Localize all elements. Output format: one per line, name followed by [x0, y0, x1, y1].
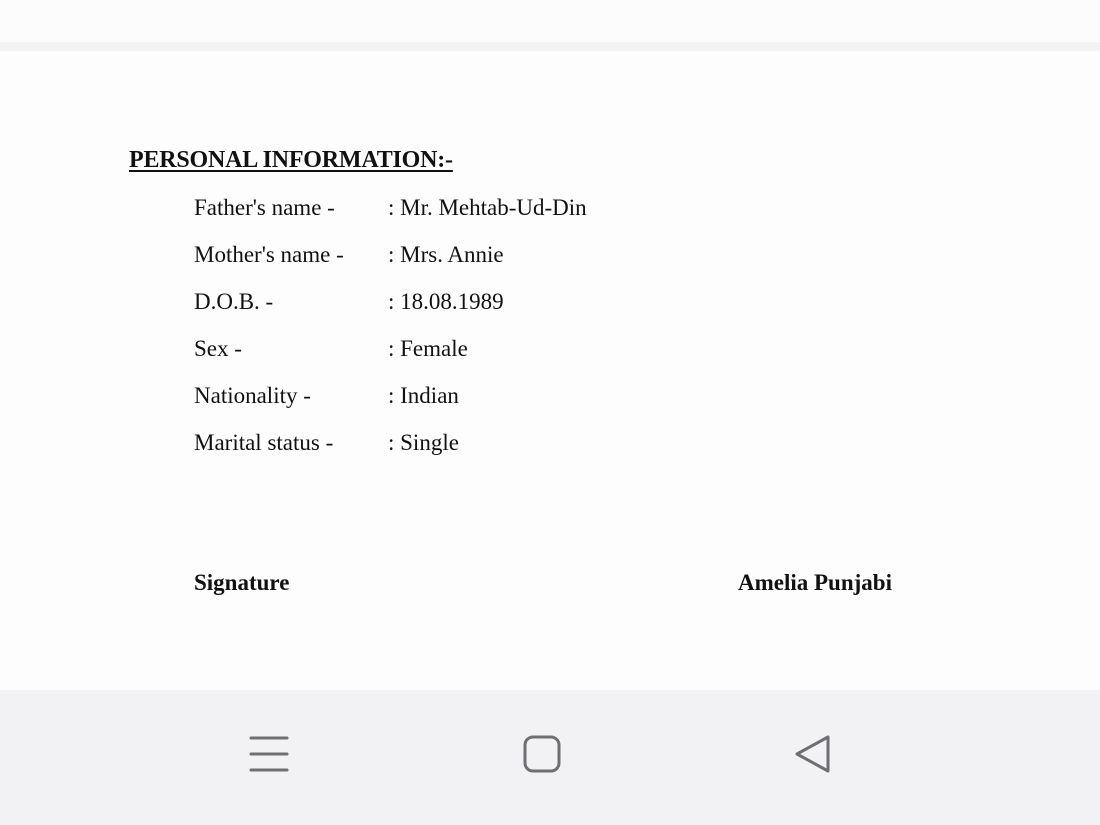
- info-value: : 18.08.1989: [388, 289, 504, 314]
- top-divider: [0, 42, 1100, 51]
- info-label: D.O.B. -: [194, 289, 274, 314]
- info-label: Nationality -: [194, 383, 311, 408]
- triangle-back-icon: [793, 734, 833, 774]
- info-label: Marital status -: [194, 430, 334, 455]
- info-value: : Indian: [388, 383, 459, 408]
- system-navigation-bar: [0, 690, 1100, 825]
- recent-apps-button[interactable]: [239, 724, 299, 784]
- menu-lines-icon: [249, 734, 289, 774]
- back-button[interactable]: [783, 724, 843, 784]
- signature-label: Signature: [194, 570, 290, 595]
- info-value: : Mrs. Annie: [388, 242, 504, 267]
- section-heading: PERSONAL INFORMATION:-: [129, 147, 453, 173]
- signature-name: Amelia Punjabi: [738, 570, 892, 595]
- info-value: : Single: [388, 430, 459, 455]
- info-value: : Mr. Mehtab-Ud-Din: [388, 195, 587, 220]
- info-label: Mother's name -: [194, 242, 344, 267]
- info-label: Sex -: [194, 336, 242, 361]
- info-value: : Female: [388, 336, 468, 361]
- home-button[interactable]: [512, 724, 572, 784]
- status-bar-area: [0, 0, 1100, 42]
- rounded-square-icon: [522, 734, 562, 774]
- info-label: Father's name -: [194, 195, 335, 220]
